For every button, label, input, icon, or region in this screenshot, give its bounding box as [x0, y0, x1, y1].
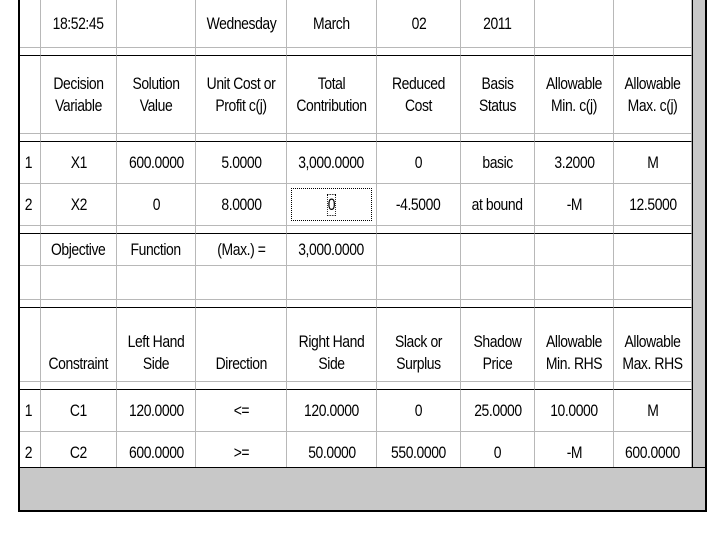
constraint-row-cell-text: 120.0000	[304, 400, 359, 420]
constraint-row-cell[interactable]	[535, 390, 614, 432]
separator-row	[377, 48, 461, 56]
decision-row-cell[interactable]	[41, 184, 117, 226]
separator-row	[41, 300, 117, 308]
separator-row	[614, 226, 692, 234]
decision-row-cell[interactable]	[614, 142, 692, 184]
decision-row-cell[interactable]	[614, 184, 692, 226]
separator-row	[196, 134, 287, 142]
decision-row-cell[interactable]	[535, 142, 614, 184]
objective-cell[interactable]	[41, 234, 117, 266]
decision-row-cell-text: 600.0000	[128, 152, 184, 172]
column-header	[196, 56, 287, 134]
column-header	[535, 56, 614, 134]
row-header	[20, 234, 41, 266]
column-header	[41, 56, 117, 134]
decision-row-cell-text: at bound	[472, 194, 523, 214]
column-header	[287, 308, 377, 382]
separator-row	[461, 300, 535, 308]
column-header-text: Allowable Max. RHS	[622, 332, 683, 373]
column-header-text: Constraint	[48, 354, 109, 373]
decision-row-cell[interactable]	[117, 184, 196, 226]
separator-row	[461, 226, 535, 234]
objective-cell[interactable]	[461, 234, 535, 266]
decision-row-index	[20, 142, 41, 184]
decision-row-cell[interactable]	[41, 142, 117, 184]
column-header-text: Right Hand Side	[298, 332, 365, 373]
column-header-text: Allowable Max. c(j)	[624, 73, 681, 115]
decision-row-cell[interactable]	[196, 184, 287, 226]
blank-cell[interactable]	[287, 266, 377, 300]
constraint-row-cell-text: 50.0000	[307, 443, 356, 462]
column-header-text: Unit Cost or Profit c(j)	[206, 73, 276, 115]
objective-cell-text: (Max.) =	[216, 239, 266, 259]
separator-row	[377, 134, 461, 142]
separator-row	[117, 300, 196, 308]
date-cell-text: 18:52:45	[53, 13, 104, 33]
date-cell-text: Wednesday	[206, 13, 276, 33]
decision-row-cell-text: -4.5000	[396, 194, 441, 214]
objective-cell[interactable]	[614, 234, 692, 266]
separator-row	[287, 134, 377, 142]
decision-row-cell[interactable]	[196, 142, 287, 184]
separator-row	[535, 382, 614, 390]
date-cell[interactable]	[41, 0, 117, 48]
column-header	[614, 56, 692, 134]
column-header-text: Reduced Cost	[392, 73, 445, 115]
date-cell[interactable]	[535, 0, 614, 48]
column-header	[461, 308, 535, 382]
column-header-text: Allowable Min. RHS	[545, 332, 603, 373]
separator-row	[20, 134, 41, 142]
separator-row	[117, 134, 196, 142]
date-cell-text: March	[313, 13, 350, 33]
column-header	[117, 56, 196, 134]
decision-row-cell-text: 12.5000	[628, 194, 677, 214]
decision-row-cell[interactable]	[535, 184, 614, 226]
constraint-row-cell[interactable]	[461, 390, 535, 432]
constraint-row-cell-text: C1	[69, 400, 87, 420]
constraint-row-cell[interactable]	[614, 390, 692, 432]
separator-row	[535, 134, 614, 142]
column-header	[41, 308, 117, 382]
column-header-text: Shadow Price	[473, 332, 522, 373]
constraint-row-index-text: 2	[24, 443, 33, 462]
decision-row-cell-text: X2	[70, 194, 87, 214]
constraint-row-cell-text: 600.0000	[128, 443, 184, 462]
separator-row	[196, 300, 287, 308]
row-header	[20, 56, 41, 134]
column-header-text: Allowable Min. c(j)	[546, 73, 602, 115]
blank-cell[interactable]	[377, 266, 461, 300]
constraint-row-cell[interactable]	[117, 390, 196, 432]
column-header-text: Slack or Surplus	[394, 332, 443, 373]
constraint-row-cell-text: -M	[566, 443, 582, 462]
decision-row-cell-text: 3.2000	[553, 152, 595, 172]
column-header	[196, 308, 287, 382]
decision-row-cell-text: 5.0000	[220, 152, 262, 172]
column-header-text: Decision Variable	[53, 73, 104, 115]
decision-row-cell[interactable]	[117, 142, 196, 184]
constraint-row-cell-text: >=	[233, 443, 249, 462]
constraint-row-cell-text: 600.0000	[625, 443, 680, 462]
date-cell[interactable]	[287, 0, 377, 48]
separator-row	[117, 226, 196, 234]
separator-row	[20, 226, 41, 234]
objective-cell[interactable]	[287, 234, 377, 266]
decision-row-cell[interactable]	[461, 142, 535, 184]
separator-row	[287, 300, 377, 308]
separator-row	[535, 300, 614, 308]
column-header	[287, 56, 377, 134]
objective-cell[interactable]	[196, 234, 287, 266]
solution-spreadsheet	[20, 0, 693, 467]
decision-row-cell[interactable]	[461, 184, 535, 226]
separator-row	[41, 134, 117, 142]
date-cell[interactable]	[196, 0, 287, 48]
separator-row	[535, 48, 614, 56]
column-header	[535, 308, 614, 382]
constraint-row-cell-text: 0	[493, 443, 502, 462]
constraint-row-cell-text: M	[646, 400, 659, 420]
date-cell[interactable]	[117, 0, 196, 48]
decision-row-cell-text: X1	[70, 152, 87, 172]
blank-cell[interactable]	[117, 266, 196, 300]
column-header-text: Direction	[215, 354, 267, 373]
separator-row	[461, 134, 535, 142]
row-header	[20, 308, 41, 382]
column-header	[377, 56, 461, 134]
solution-window	[18, 0, 707, 512]
separator-row	[287, 226, 377, 234]
separator-row	[377, 300, 461, 308]
decision-row-cell-text: 0	[414, 152, 423, 172]
separator-row	[614, 48, 692, 56]
decision-row-index-text: 2	[24, 194, 33, 214]
separator-row	[41, 226, 117, 234]
separator-row	[196, 226, 287, 234]
objective-cell[interactable]	[535, 234, 614, 266]
decision-row-cell-text: 0	[327, 194, 336, 214]
decision-row-index-text: 1	[24, 152, 33, 172]
separator-row	[535, 226, 614, 234]
decision-row-cell-text: M	[646, 152, 659, 172]
separator-row	[20, 48, 41, 56]
constraint-row-index-text: 1	[24, 400, 33, 420]
separator-row	[377, 382, 461, 390]
constraint-row-cell-text: 550.0000	[391, 443, 446, 462]
separator-row	[614, 300, 692, 308]
separator-row	[20, 382, 41, 390]
separator-row	[461, 382, 535, 390]
constraint-row-cell-text: 0	[414, 400, 423, 420]
constraint-row-cell-text: 10.0000	[550, 400, 598, 420]
blank-cell[interactable]	[461, 266, 535, 300]
objective-cell[interactable]	[377, 234, 461, 266]
objective-cell-text: Function	[130, 239, 182, 259]
date-cell[interactable]	[377, 0, 461, 48]
date-cell[interactable]	[614, 0, 692, 48]
decision-row-cell-text: 3,000.0000	[298, 152, 365, 172]
column-header	[614, 308, 692, 382]
objective-cell-text: 3,000.0000	[298, 239, 365, 259]
constraint-row-cell[interactable]	[287, 390, 377, 432]
separator-row	[196, 48, 287, 56]
constraint-row-cell-text: C2	[69, 443, 87, 462]
separator-row	[117, 382, 196, 390]
blank-cell[interactable]	[614, 266, 692, 300]
row-header	[20, 0, 41, 48]
constraint-row-cell[interactable]	[196, 390, 287, 432]
selected-cell-marker	[291, 188, 372, 221]
decision-row-cell-text: basic	[482, 152, 513, 172]
separator-row	[41, 382, 117, 390]
column-header-text: Solution Value	[132, 73, 180, 115]
column-header	[461, 56, 535, 134]
column-header-text: Total Contribution	[296, 73, 367, 115]
date-cell-text: 02	[411, 13, 426, 33]
column-header	[117, 308, 196, 382]
separator-row	[614, 382, 692, 390]
date-cell-text: 2011	[483, 13, 512, 33]
blank-cell[interactable]	[196, 266, 287, 300]
constraint-row-index	[20, 390, 41, 432]
objective-cell[interactable]	[117, 234, 196, 266]
date-cell[interactable]	[461, 0, 535, 48]
blank-cell	[20, 266, 41, 300]
decision-row-cell[interactable]	[377, 184, 461, 226]
constraint-row-cell[interactable]	[41, 390, 117, 432]
decision-row-cell[interactable]	[377, 142, 461, 184]
separator-row	[614, 134, 692, 142]
separator-row	[377, 226, 461, 234]
separator-row	[196, 382, 287, 390]
decision-row-cell-text: -M	[566, 194, 582, 214]
separator-row	[461, 48, 535, 56]
constraint-row-cell-text: 120.0000	[128, 400, 184, 420]
separator-row	[117, 48, 196, 56]
decision-row-cell[interactable]	[287, 184, 377, 226]
column-header	[377, 308, 461, 382]
column-header-text: Basis Status	[478, 73, 517, 115]
decision-row-index	[20, 184, 41, 226]
objective-cell-text: Objective	[51, 239, 106, 259]
constraint-row-cell-text: <=	[233, 400, 249, 420]
column-header-text: Left Hand Side	[127, 332, 185, 373]
separator-row	[287, 48, 377, 56]
constraint-row-cell-text: 25.0000	[473, 400, 522, 420]
decision-row-cell-text: 0	[152, 194, 160, 214]
blank-cell[interactable]	[535, 266, 614, 300]
blank-cell[interactable]	[41, 266, 117, 300]
decision-row-cell-text: 8.0000	[220, 194, 262, 214]
separator-row	[20, 300, 41, 308]
constraint-row-cell[interactable]	[377, 390, 461, 432]
decision-row-cell[interactable]	[287, 142, 377, 184]
separator-row	[41, 48, 117, 56]
window-bottom-band	[20, 467, 707, 511]
separator-row	[287, 382, 377, 390]
